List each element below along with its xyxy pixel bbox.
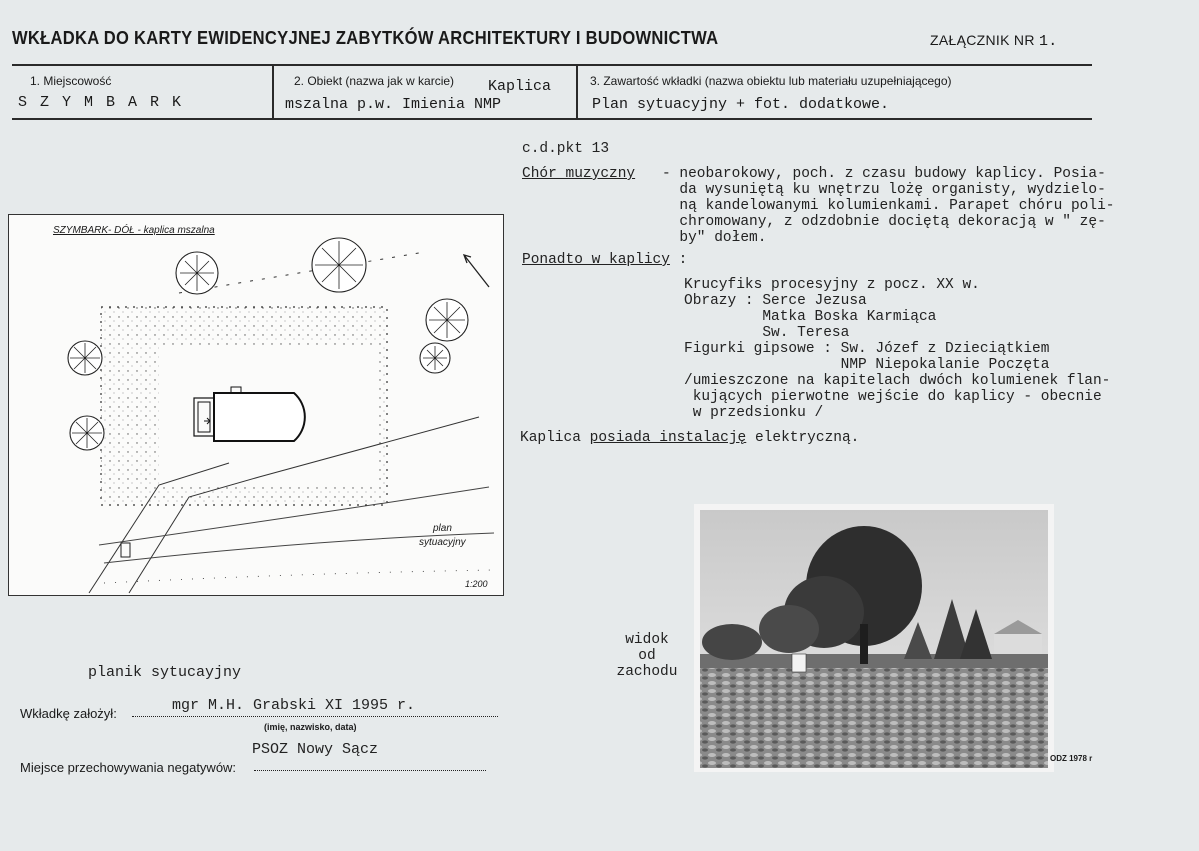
locality-label: 1. Miejscowość <box>30 74 112 88</box>
photo-caption-line: zachodu <box>616 664 678 680</box>
plan-title: SZYMBARK- DÓŁ - kaplica mszalna <box>53 225 215 236</box>
photo-caption-line: od <box>638 648 656 664</box>
also-heading <box>522 250 687 268</box>
inserted-by-line <box>132 716 498 717</box>
header-rule-top <box>12 64 1092 66</box>
inserted-by-value: mgr M.H. Grabski XI 1995 r. <box>172 697 416 714</box>
object-value-line1: Kaplica <box>488 78 552 95</box>
choir-line: da wysuniętą ku wnętrzu lożę organisty, wydzielo- <box>662 182 1106 198</box>
annex-label-text: ZAŁĄCZNIK NR <box>930 32 1035 48</box>
choir-line: ną kandelowanymi kolumienkami. Parapet chóru poli- <box>662 198 1115 214</box>
choir-line: chromowany, z odzdobnie dociętą dekoracją w " zę- <box>662 214 1106 230</box>
electric-term: posiada instalację <box>589 430 747 446</box>
choir-term: Chór muzyczny <box>522 166 636 182</box>
electric-post: elektryczną. <box>746 430 860 446</box>
field-divider-1 <box>272 66 274 118</box>
photo-image <box>694 504 1054 772</box>
list-item: Matka Boska Karmiąca <box>684 309 937 325</box>
site-plan <box>8 214 504 596</box>
choir-description <box>662 166 1114 246</box>
storage-value: PSOZ Nowy Sącz <box>252 741 379 758</box>
photo-caption <box>612 632 682 680</box>
also-colon: : <box>669 252 688 268</box>
object-label: 2. Obiekt (nazwa jak w karcie) <box>294 74 455 88</box>
also-term: Ponadto w kaplicy <box>522 252 670 268</box>
list-item: Obrazy : Serce Jezusa <box>684 293 867 309</box>
plan-handwritten-caption: planik sytucayjny <box>88 664 242 681</box>
annex-label <box>930 32 1058 50</box>
list-item: /umieszczone na kapitelach dwóch kolumienek flan- <box>684 373 1111 389</box>
header-rule-bottom <box>12 118 1092 120</box>
list-item: kujących pierwotne wejście do kaplicy - obecnie <box>684 389 1102 405</box>
list-item: Sw. Teresa <box>684 325 850 341</box>
plan-scale: 1:200 <box>465 579 488 589</box>
list-item: NMP Niepokalanie Poczęta <box>684 357 1050 373</box>
storage-label: Miejsce przechowywania negatywów: <box>20 760 237 775</box>
list-item: w przedsionku / <box>684 405 824 421</box>
plan-caption-line1: plan <box>433 523 452 534</box>
photo-credit: ODZ 1978 r <box>1050 754 1093 763</box>
photo-west-view <box>694 504 1054 772</box>
content-value: Plan sytuacyjny + fot. dodatkowe. <box>592 96 890 113</box>
electric-note <box>520 428 859 446</box>
storage-line <box>254 770 486 771</box>
field-divider-2 <box>576 66 578 118</box>
north-arrow-icon <box>464 255 489 287</box>
inserted-by-sub: (imię, nazwisko, data) <box>264 722 357 732</box>
choir-line: - neobarokowy, poch. z czasu budowy kaplicy. Posia- <box>662 166 1106 182</box>
locality-value: S Z Y M B A R K <box>18 94 184 111</box>
plan-caption-line2: sytuacyjny <box>419 537 466 548</box>
inserted-by-label: Wkładkę założył: <box>20 706 117 721</box>
list-item: Figurki gipsowe : Sw. Józef z Dzieciątkiem <box>684 341 1050 357</box>
annex-number: 1. <box>1038 33 1058 50</box>
photo-caption-line: widok <box>625 632 669 648</box>
electric-pre: Kaplica <box>520 430 590 446</box>
choir-line: by" dołem. <box>662 230 767 246</box>
continuation-note: c.d.pkt 13 <box>522 141 610 157</box>
chapel-in-photo <box>792 654 806 672</box>
form-title: WKŁADKA DO KARTY EWIDENCYJNEJ ZABYTKÓW ARCHITEKTURY I BUDOWNICTWA <box>12 28 719 48</box>
furnishings-list <box>684 277 1110 421</box>
content-label: 3. Zawartość wkładki (nazwa obiektu lub materiału uzupełniającego) <box>590 74 952 88</box>
object-value-line2: mszalna p.w. Imienia NMP <box>285 96 502 113</box>
list-item: Krucyfiks procesyjny z pocz. XX w. <box>684 277 980 293</box>
